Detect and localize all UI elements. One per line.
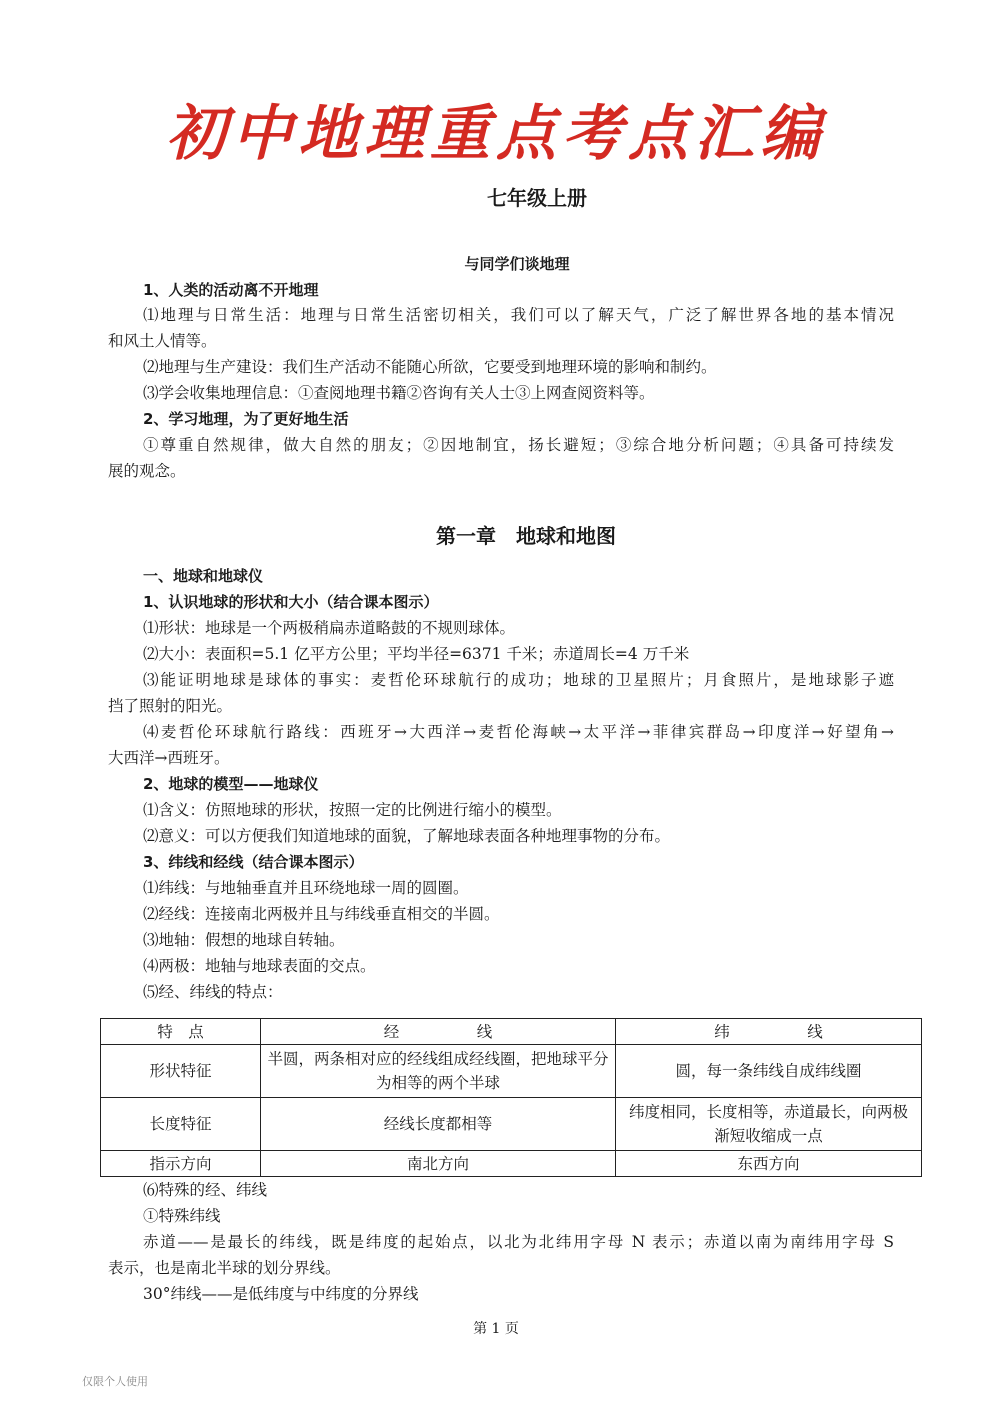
size-line: ⑵大小：表面积=5.1 亿平方公里；平均半径=6371 千米；赤道周长=4 万千米 <box>143 645 690 663</box>
intro-heading: 与同学们谈地理 <box>464 255 570 273</box>
usage-note: 仅限个人使用 <box>82 1375 148 1388</box>
table-cell: 形状特征 <box>101 1045 261 1098</box>
table-row <box>101 1098 922 1151</box>
intro-paragraph-2: ⑵地理与生产建设：我们生产活动不能随心所欲，它要受到地理环境的影响和制约。 <box>143 358 717 376</box>
table-row <box>101 1151 922 1177</box>
special-latitude-heading: ①特殊纬线 <box>143 1207 221 1225</box>
intro-heading-2: 2、学习地理，为了更好地生活 <box>143 410 349 428</box>
table-cell: 纬度相同，长度相等，赤道最长，向两极渐短收缩成一点 <box>616 1098 922 1151</box>
longitude-line-definition: ⑵经线：连接南北两极并且与纬线垂直相交的半圆。 <box>143 905 500 923</box>
table-header-row <box>101 1019 922 1045</box>
globe-purpose-line: ⑵意义：可以方便我们知道地球的面貌，了解地球表面各种地理事物的分布。 <box>143 827 671 845</box>
table-cell: 东西方向 <box>616 1151 922 1177</box>
equator-line-b: 表示，也是南北半球的划分界线。 <box>108 1259 341 1277</box>
intro-paragraph-1a: ⑴地理与日常生活：地理与日常生活密切相关，我们可以了解天气，广泛了解世界各地的基本情况 <box>143 306 894 324</box>
intro-paragraph-1b: 和风土人情等。 <box>108 332 217 350</box>
earth-axis-definition: ⑶地轴：假想的地球自转轴。 <box>143 931 345 949</box>
table-cell: 半圆，两条相对应的经线组成经线圈，把地球平分为相等的两个半球 <box>261 1045 616 1098</box>
section-1-heading: 一、地球和地球仪 <box>143 567 264 585</box>
page-number: 第 1 页 <box>473 1321 519 1337</box>
table-header-cell: 纬 线 <box>616 1019 922 1045</box>
table-cell: 经线长度都相等 <box>261 1098 616 1151</box>
magellan-route-line-b: 大西洋→西班牙。 <box>108 749 230 767</box>
subsection-3-heading: 3、纬线和经线（结合课本图示） <box>143 853 364 871</box>
shape-line: ⑴形状：地球是一个两极稍扁赤道略鼓的不规则球体。 <box>143 619 516 637</box>
table-cell: 圆，每一条纬线自成纬线圈 <box>616 1045 922 1098</box>
table-cell: 长度特征 <box>101 1098 261 1151</box>
special-lines-heading: ⑹特殊的经、纬线 <box>143 1181 268 1199</box>
table-header-cell: 特 点 <box>101 1019 261 1045</box>
subsection-1-heading: 1、认识地球的形状和大小（结合课本图示） <box>143 593 439 611</box>
table-header-cell: 经 线 <box>261 1019 616 1045</box>
table-cell: 南北方向 <box>261 1151 616 1177</box>
intro-paragraph-4b: 展的观念。 <box>108 462 186 480</box>
subsection-2-heading: 2、地球的模型——地球仪 <box>143 775 319 793</box>
latitude-line-definition: ⑴纬线：与地轴垂直并且环绕地球一周的圆圈。 <box>143 879 469 897</box>
intro-paragraph-4a: ①尊重自然规律，做大自然的朋友；②因地制宜，扬长避短；③综合地分析问题；④具备可持续发 <box>143 436 894 454</box>
chapter-title: 第一章 地球和地图 <box>436 524 616 548</box>
magellan-route-line-a: ⑷麦哲伦环球航行路线：西班牙→大西洋→麦哲伦海峡→太平洋→菲律宾群岛→印度洋→好望角→ <box>143 723 894 741</box>
sphere-proof-line-b: 挡了照射的阳光。 <box>108 697 233 715</box>
intro-paragraph-3: ⑶学会收集地理信息：①查阅地理书籍②咨询有关人士③上网查阅资料等。 <box>143 384 655 402</box>
grade-subtitle: 七年级上册 <box>487 186 587 210</box>
features-intro: ⑸经、纬线的特点： <box>143 983 283 1001</box>
equator-line-a: 赤道——是最长的纬线，既是纬度的起始点，以北为北纬用字母 N 表示；赤道以南为南纬用字母 S <box>143 1233 894 1251</box>
thirty-degree-line: 30°纬线——是低纬度与中纬度的分界线 <box>143 1285 419 1303</box>
globe-meaning-line: ⑴含义：仿照地球的形状，按照一定的比例进行缩小的模型。 <box>143 801 562 819</box>
poles-definition: ⑷两极：地轴与地球表面的交点。 <box>143 957 376 975</box>
sphere-proof-line-a: ⑶能证明地球是球体的事实：麦哲伦环球航行的成功；地球的卫星照片；月食照片，是地球影子遮 <box>143 671 894 689</box>
features-table <box>100 1018 922 1177</box>
table-cell: 指示方向 <box>101 1151 261 1177</box>
main-title: 初中地理重点考点汇编 <box>166 99 826 169</box>
table-row <box>101 1045 922 1098</box>
intro-heading-1: 1、人类的活动离不开地理 <box>143 281 319 299</box>
